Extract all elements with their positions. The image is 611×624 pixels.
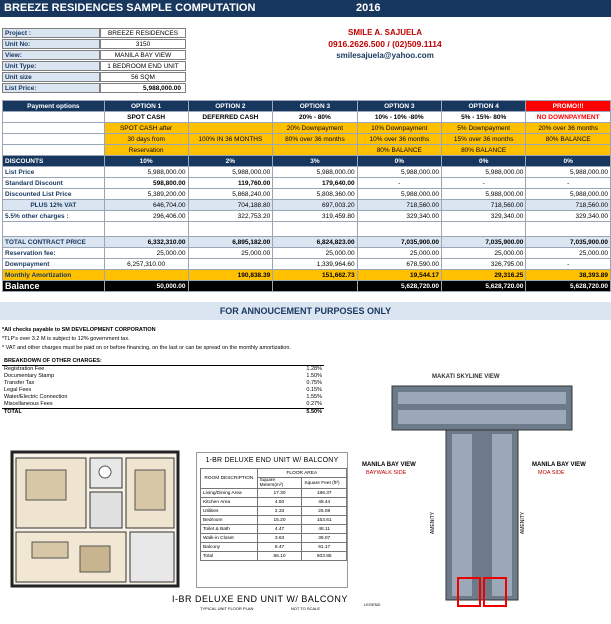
col-area-header: FLOOR AREA bbox=[257, 469, 346, 478]
left-view-title: MANILA BAY VIEW bbox=[362, 462, 416, 468]
discount-value: 3% bbox=[273, 156, 357, 167]
cell-value: 25,000.00 bbox=[441, 248, 525, 259]
balance-row bbox=[3, 281, 611, 292]
row-label: DISCOUNTS bbox=[3, 156, 105, 167]
cell-value: 7,035,900.00 bbox=[441, 237, 525, 248]
plan-caption: I-BR DELUXE END UNIT W/ BALCONY bbox=[172, 594, 348, 604]
option-subtitle: 10% - 10% -80% bbox=[357, 112, 441, 123]
unit-type-label: Unit Type: bbox=[2, 61, 100, 71]
project-value: BREEZE RESIDENCES bbox=[100, 28, 186, 38]
vat-row bbox=[3, 200, 611, 211]
cell-value: 151,662.73 bbox=[273, 270, 357, 281]
room-sqft: 48.44 bbox=[302, 498, 347, 507]
col-sqm-header: Square Meters(m²) bbox=[257, 478, 302, 489]
option-name: OPTION 2 bbox=[188, 101, 273, 112]
payment-options-label: Payment options bbox=[3, 101, 105, 112]
cell-value: 5,988,000.00 bbox=[188, 167, 273, 178]
cell-value: 5,988,000.00 bbox=[357, 167, 441, 178]
charge-label: Water/Electric Connection bbox=[4, 394, 68, 400]
option-desc bbox=[188, 145, 273, 156]
charge-value: 1.50% bbox=[306, 373, 322, 379]
note: * VAT and other charges must be paid on or before financing, on the last or can be spread on the monthly amortization. bbox=[2, 345, 291, 351]
room-sqft: 91.17 bbox=[302, 543, 347, 552]
contact-phone: 0916.2626.500 / (02)509.1114 bbox=[328, 39, 442, 49]
room-name: Bedroom bbox=[201, 516, 258, 525]
floor-area-box bbox=[196, 452, 348, 588]
charge-value: 0.15% bbox=[306, 387, 322, 393]
cell-value: 6,257,310.00 bbox=[104, 259, 188, 270]
charge-value: 0.27% bbox=[306, 401, 322, 407]
cell-value: 50,000.00 bbox=[104, 281, 188, 292]
row-label: 5.5% other charges : bbox=[3, 211, 105, 222]
option-desc: SPOT CASH after bbox=[104, 123, 188, 134]
cell-value: 5,988,000.00 bbox=[441, 167, 525, 178]
cell-value: 38,393.89 bbox=[526, 270, 611, 281]
option-desc: 10% Downpayment bbox=[357, 123, 441, 134]
contact-name: SMILE A. SAJUELA bbox=[348, 28, 422, 37]
option-subtitle: NO DOWNPAYMENT bbox=[526, 112, 611, 123]
room-sqft: 186.37 bbox=[302, 489, 347, 498]
floor-plan-drawing bbox=[10, 450, 182, 590]
discount-value: 2% bbox=[188, 156, 273, 167]
room-sqm: 8.47 bbox=[257, 543, 302, 552]
project-label: Project : bbox=[2, 28, 100, 38]
col-sqft-header: Square Feet (ft²) bbox=[302, 478, 347, 489]
option-desc: 80% over 36 months bbox=[273, 134, 357, 145]
cell-value: 5,628,720.00 bbox=[357, 281, 441, 292]
top-view-label: MAKATI SKYLINE VIEW bbox=[432, 374, 500, 380]
cell-value: 5,808,360.00 bbox=[273, 189, 357, 200]
cell-value: - bbox=[357, 178, 441, 189]
room-sqft: 603.85 bbox=[302, 552, 347, 561]
cell-value: 25,000.00 bbox=[188, 248, 273, 259]
discounted-list-price-row bbox=[3, 189, 611, 200]
option-desc: 10% over 36 months bbox=[357, 134, 441, 145]
floor-area-table bbox=[200, 468, 347, 561]
contact-email[interactable]: smilesajuela@yahoo.com bbox=[336, 51, 434, 60]
cell-value: 5,988,000.00 bbox=[441, 189, 525, 200]
charge-value: 0.75% bbox=[306, 380, 322, 386]
charge-label: Miscellaneous Fees bbox=[4, 401, 53, 407]
cell-value bbox=[188, 281, 273, 292]
room-name: Walk-in Closet bbox=[201, 534, 258, 543]
plan-subcaption bbox=[200, 606, 320, 611]
option-desc: Reservation bbox=[104, 145, 188, 156]
options-header-row bbox=[3, 101, 611, 112]
option-name: OPTION 3 bbox=[273, 101, 357, 112]
total-contract-price-row bbox=[3, 237, 611, 248]
room-sqft: 163.61 bbox=[302, 516, 347, 525]
cell-value: - bbox=[441, 178, 525, 189]
option-desc: 20% Downpayment bbox=[273, 123, 357, 134]
charge-label: Registration Fee bbox=[4, 366, 45, 372]
option-desc: 80% BALANCE bbox=[441, 145, 525, 156]
cell-value: 5,628,720.00 bbox=[441, 281, 525, 292]
unit-size-value: 56 SQM bbox=[100, 72, 186, 82]
reservation-fee-row bbox=[3, 248, 611, 259]
options-desc-row bbox=[3, 123, 611, 134]
row-label: Reservation fee: bbox=[3, 248, 105, 259]
cell-value: 646,704.00 bbox=[104, 200, 188, 211]
room-name: Toilet & Bath bbox=[201, 525, 258, 534]
contact-block bbox=[300, 28, 470, 60]
list-price-row bbox=[3, 167, 611, 178]
option-desc bbox=[526, 145, 611, 156]
spacer-row bbox=[3, 222, 611, 237]
cell-value: 5,988,000.00 bbox=[357, 189, 441, 200]
cell-value: 329,340.00 bbox=[526, 211, 611, 222]
note: *All checks payable to SM DEVELOPMENT CORPORATION bbox=[2, 327, 156, 333]
cell-value: 598,800.00 bbox=[104, 178, 188, 189]
charges-title: BREAKDOWN OF OTHER CHARGES: bbox=[2, 358, 324, 366]
cell-value: 296,406.00 bbox=[104, 211, 188, 222]
cell-value: 119,760.00 bbox=[188, 178, 273, 189]
cell-value: 718,560.00 bbox=[526, 200, 611, 211]
page-header bbox=[0, 0, 611, 17]
right-view-sub: MOA SIDE bbox=[538, 470, 565, 476]
charge-label: Legal Fees bbox=[4, 387, 32, 393]
view-value: MANILA BAY VIEW bbox=[100, 50, 186, 60]
amenity-label: AMENITY bbox=[520, 511, 527, 535]
cell-value: 718,560.00 bbox=[441, 200, 525, 211]
option-desc: 15% over 36 months bbox=[441, 134, 525, 145]
cell-value: 704,188.80 bbox=[188, 200, 273, 211]
cell-value: 5,868,240.00 bbox=[188, 189, 273, 200]
payment-table bbox=[2, 100, 611, 292]
discount-value: 0% bbox=[441, 156, 525, 167]
room-sqm: 4.47 bbox=[257, 525, 302, 534]
cell-value: 25,000.00 bbox=[104, 248, 188, 259]
discount-value: 0% bbox=[526, 156, 611, 167]
charge-value: 1.55% bbox=[306, 394, 322, 400]
row-label: Balance bbox=[3, 281, 105, 292]
page-title: BREEZE RESIDENCES SAMPLE COMPUTATION bbox=[4, 2, 256, 14]
amenity-label: AMENITY bbox=[430, 511, 437, 535]
option-subtitle: SPOT CASH bbox=[104, 112, 188, 123]
cell-value: 329,340.00 bbox=[441, 211, 525, 222]
cell-value: 6,895,182.00 bbox=[188, 237, 273, 248]
room-name: Utilities bbox=[201, 507, 258, 516]
plan-sub-right: NOT TO SCALE bbox=[290, 606, 320, 611]
cell-value: 7,035,900.00 bbox=[357, 237, 441, 248]
room-name: Kitchen Area bbox=[201, 498, 258, 507]
cell-value bbox=[104, 270, 188, 281]
discount-value: 0% bbox=[357, 156, 441, 167]
cell-value: 718,560.00 bbox=[357, 200, 441, 211]
page-year: 2016 bbox=[356, 2, 381, 14]
row-label: Standard Discount bbox=[3, 178, 105, 189]
cell-value: 697,003.20 bbox=[273, 200, 357, 211]
option-name: OPTION 4 bbox=[441, 101, 525, 112]
unit-no-value: 3150 bbox=[100, 39, 186, 49]
other-charges-row bbox=[3, 211, 611, 222]
charges-total-value: 5.50% bbox=[251, 409, 324, 417]
room-name: Balcony bbox=[201, 543, 258, 552]
downpayment-row bbox=[3, 259, 611, 270]
discounts-row bbox=[3, 156, 611, 167]
list-price-label: List Price: bbox=[2, 83, 100, 93]
option-desc bbox=[188, 123, 273, 134]
cell-value: 179,640.00 bbox=[273, 178, 357, 189]
cell-value: 5,988,000.00 bbox=[273, 167, 357, 178]
options-desc-row bbox=[3, 134, 611, 145]
left-view-sub: BAYWALK SIDE bbox=[366, 470, 407, 476]
cell-value: 6,824,823.00 bbox=[273, 237, 357, 248]
room-sqm: 17.30 bbox=[257, 489, 302, 498]
cell-value: 5,389,200.00 bbox=[104, 189, 188, 200]
room-sqft: 25.08 bbox=[302, 507, 347, 516]
room-sqft: 39.07 bbox=[302, 534, 347, 543]
row-label: TOTAL CONTRACT PRICE bbox=[3, 237, 105, 248]
room-sqm: 56.10 bbox=[257, 552, 302, 561]
cell-value: 326,795.00 bbox=[441, 259, 525, 270]
cell-value: 5,988,000.00 bbox=[526, 167, 611, 178]
cell-value: 25,000.00 bbox=[357, 248, 441, 259]
room-name: Living/Dining Area bbox=[201, 489, 258, 498]
announcement-banner: FOR ANNOUCEMENT PURPOSES ONLY bbox=[0, 302, 611, 320]
option-desc bbox=[273, 145, 357, 156]
cell-value: 5,988,000.00 bbox=[104, 167, 188, 178]
option-subtitle: DEFERRED CASH bbox=[188, 112, 273, 123]
legend-label: LEGEND bbox=[364, 602, 381, 607]
charge-label: Transfer Tax bbox=[4, 380, 35, 386]
cell-value: 25,000.00 bbox=[526, 248, 611, 259]
option-desc: 80% BALANCE bbox=[357, 145, 441, 156]
unit-type-value: 1 BEDROOM END UNIT bbox=[100, 61, 186, 71]
standard-discount-row bbox=[3, 178, 611, 189]
cell-value: - bbox=[526, 178, 611, 189]
row-label: Monthly Amortization bbox=[3, 270, 105, 281]
option-desc: 5% Downpayment bbox=[441, 123, 525, 134]
charge-label: Documentary Stamp bbox=[4, 373, 55, 379]
plan-sub-left: TYPICAL UNIT FLOOR PLAN bbox=[200, 606, 254, 611]
discount-value: 10% bbox=[104, 156, 188, 167]
room-sqft: 48.11 bbox=[302, 525, 347, 534]
cell-value: 329,340.00 bbox=[357, 211, 441, 222]
row-label: List Price bbox=[3, 167, 105, 178]
room-name: Total bbox=[201, 552, 258, 561]
cell-value: 1,339,964.60 bbox=[273, 259, 357, 270]
option-desc: 30 days from bbox=[104, 134, 188, 145]
room-sqm: 2.33 bbox=[257, 507, 302, 516]
option-desc: 100% IN 36 MONTHS bbox=[188, 134, 273, 145]
option-subtitle: 20% - 80% bbox=[273, 112, 357, 123]
cell-value: 7,035,900.00 bbox=[526, 237, 611, 248]
cell-value: 678,590.00 bbox=[357, 259, 441, 270]
option-name: OPTION 3 bbox=[357, 101, 441, 112]
site-plan-drawing bbox=[362, 370, 602, 622]
note: *TLP's over 3.2 M is subject to 12% government tax. bbox=[2, 336, 130, 342]
site-plan bbox=[362, 370, 602, 622]
right-view-title: MANILA BAY VIEW bbox=[532, 462, 586, 468]
option-name: OPTION 1 bbox=[104, 101, 188, 112]
room-sqm: 15.20 bbox=[257, 516, 302, 525]
options-subtitle-row bbox=[3, 112, 611, 123]
charge-value: 1.28% bbox=[306, 366, 322, 372]
cell-value: 5,628,720.00 bbox=[526, 281, 611, 292]
monthly-amortization-row bbox=[3, 270, 611, 281]
unit-no-label: Unit No: bbox=[2, 39, 100, 49]
cell-value: 190,838.39 bbox=[188, 270, 273, 281]
cell-value: 6,332,310.00 bbox=[104, 237, 188, 248]
option-desc: 20% over 36 months bbox=[526, 123, 611, 134]
view-label: View: bbox=[2, 50, 100, 60]
charges-total-label: TOTAL bbox=[2, 409, 251, 417]
col-room-header: ROOM DESCRIPTION bbox=[201, 469, 258, 489]
row-label: PLUS 12% VAT bbox=[3, 200, 105, 211]
cell-value: 5,988,000.00 bbox=[526, 189, 611, 200]
cell-value: 319,459.80 bbox=[273, 211, 357, 222]
option-desc: 80% BALANCE bbox=[526, 134, 611, 145]
row-label: Downpayment bbox=[3, 259, 105, 270]
cell-value bbox=[188, 259, 273, 270]
unit-size-label: Unit size bbox=[2, 72, 100, 82]
cell-value: 322,753.20 bbox=[188, 211, 273, 222]
cell-value bbox=[273, 281, 357, 292]
promo-name: PROMO!!! bbox=[526, 101, 611, 112]
list-price-value: 5,988,000.00 bbox=[100, 83, 186, 93]
room-sqm: 3.63 bbox=[257, 534, 302, 543]
cell-value: - bbox=[526, 259, 611, 270]
options-desc-row bbox=[3, 145, 611, 156]
row-label: Discounted List Price bbox=[3, 189, 105, 200]
cell-value: 19,544.17 bbox=[357, 270, 441, 281]
option-subtitle: 5% - 15%- 80% bbox=[441, 112, 525, 123]
cell-value: 25,000.00 bbox=[273, 248, 357, 259]
room-sqm: 4.50 bbox=[257, 498, 302, 507]
floor-area-title: 1-BR DELUXE END UNIT W/ BALCONY bbox=[205, 457, 339, 464]
cell-value: 29,316.25 bbox=[441, 270, 525, 281]
charges-table bbox=[2, 358, 324, 416]
